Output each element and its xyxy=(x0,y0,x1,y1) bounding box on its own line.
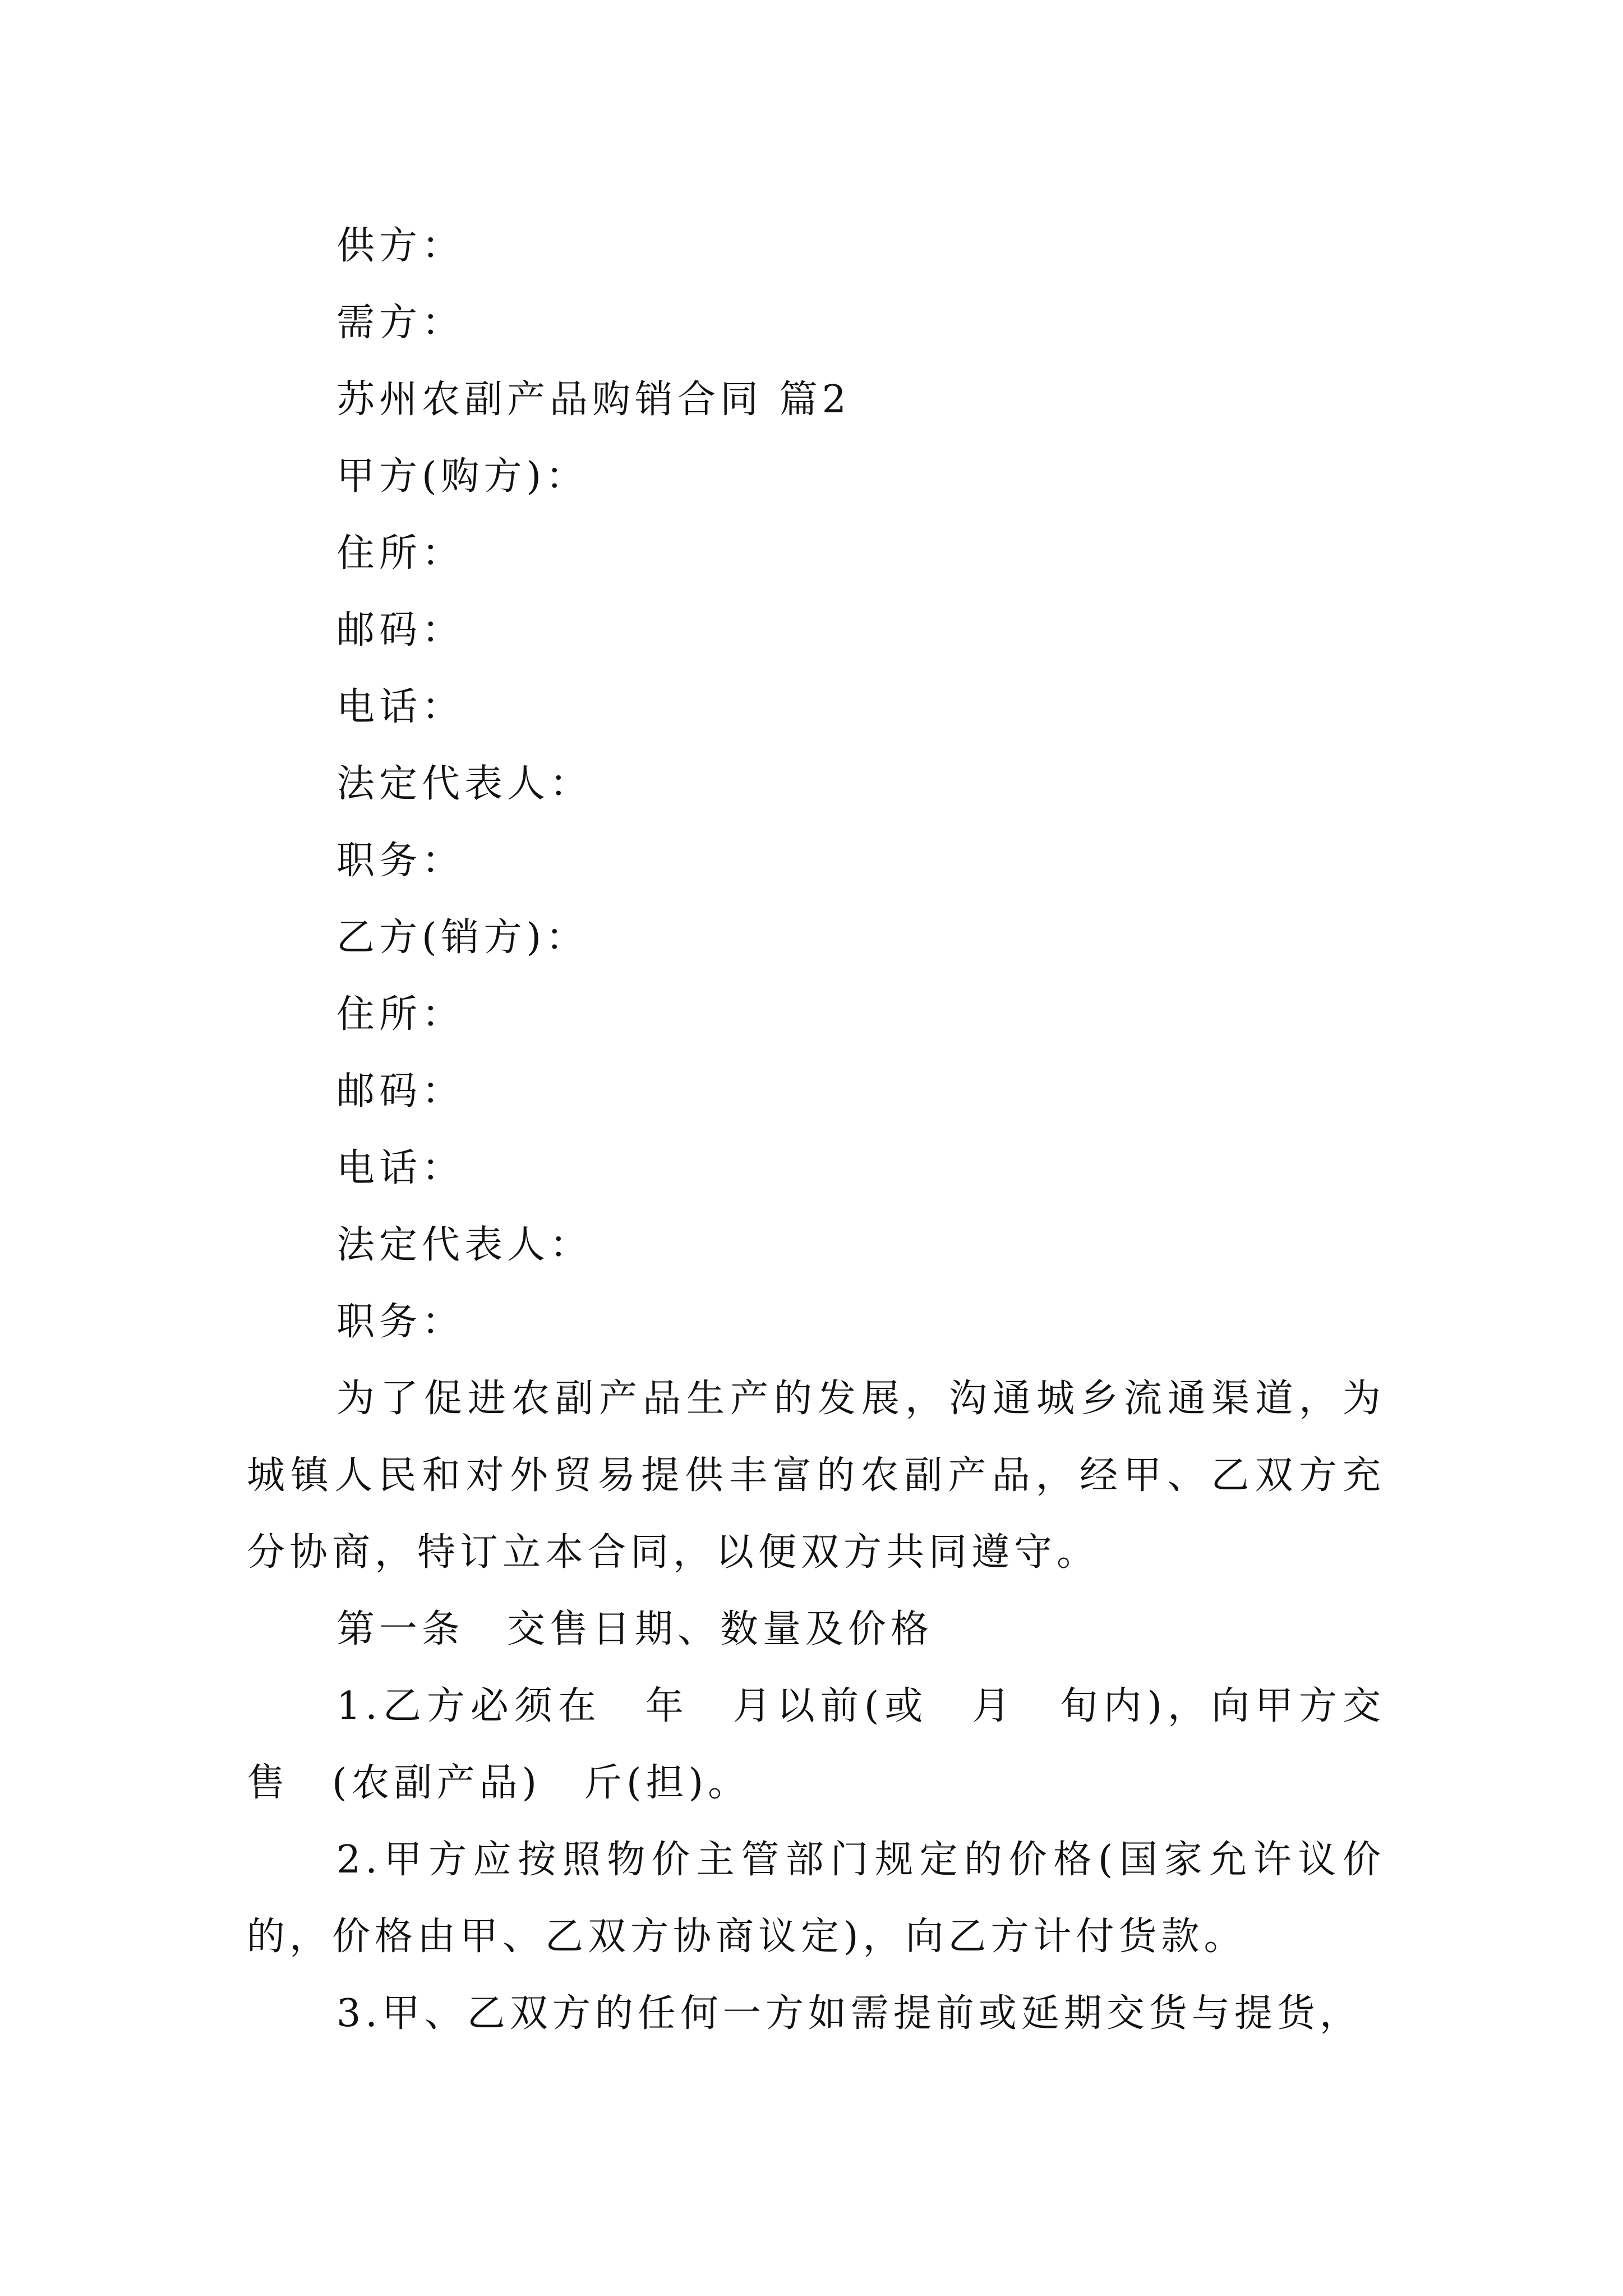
clause-1-paragraph: 1.乙方必须在 年 月以前(或 月 旬内)，向甲方交售 (农副产品) 斤(担)。 xyxy=(247,1684,1385,1805)
party-a-heading: 甲方(购方)： xyxy=(336,454,589,499)
party-a-position: 职务： xyxy=(336,839,465,883)
party-a-address: 住所： xyxy=(336,531,465,576)
contract-title: 苏州农副产品购销合同 篇2 xyxy=(336,378,851,422)
supplier-line: 供方： xyxy=(336,224,465,268)
party-b-phone: 电话： xyxy=(336,1146,465,1190)
party-b-postcode: 邮码： xyxy=(336,1069,465,1114)
party-a-legal-representative: 法定代表人： xyxy=(336,762,593,806)
party-b-legal-representative: 法定代表人： xyxy=(336,1223,593,1267)
buyer-line: 需方： xyxy=(336,301,465,345)
clause-2-paragraph: 2.甲方应按照物价主管部门规定的价格(国家允许议价的，价格由甲、乙双方协商议定)，向乙方计付货款。 xyxy=(247,1838,1385,1959)
party-a-phone: 电话： xyxy=(336,685,465,729)
party-a-postcode: 邮码： xyxy=(336,608,465,652)
preamble-paragraph: 为了促进农副产品生产的发展，沟通城乡流通渠道，为城镇人民和对外贸易提供丰富的农副产品，经甲、乙双方充分协商，特订立本合同，以便双方共同遵守。 xyxy=(247,1377,1385,1575)
article-one-heading: 第一条 交售日期、数量及价格 xyxy=(336,1607,934,1651)
party-b-position: 职务： xyxy=(336,1300,465,1344)
party-b-heading: 乙方(销方)： xyxy=(336,915,589,960)
document-body xyxy=(247,208,1385,2052)
clause-3-paragraph: 3.甲、乙双方的任何一方如需提前或延期交货与提货， xyxy=(336,1991,1362,2036)
party-b-address: 住所： xyxy=(336,992,465,1037)
